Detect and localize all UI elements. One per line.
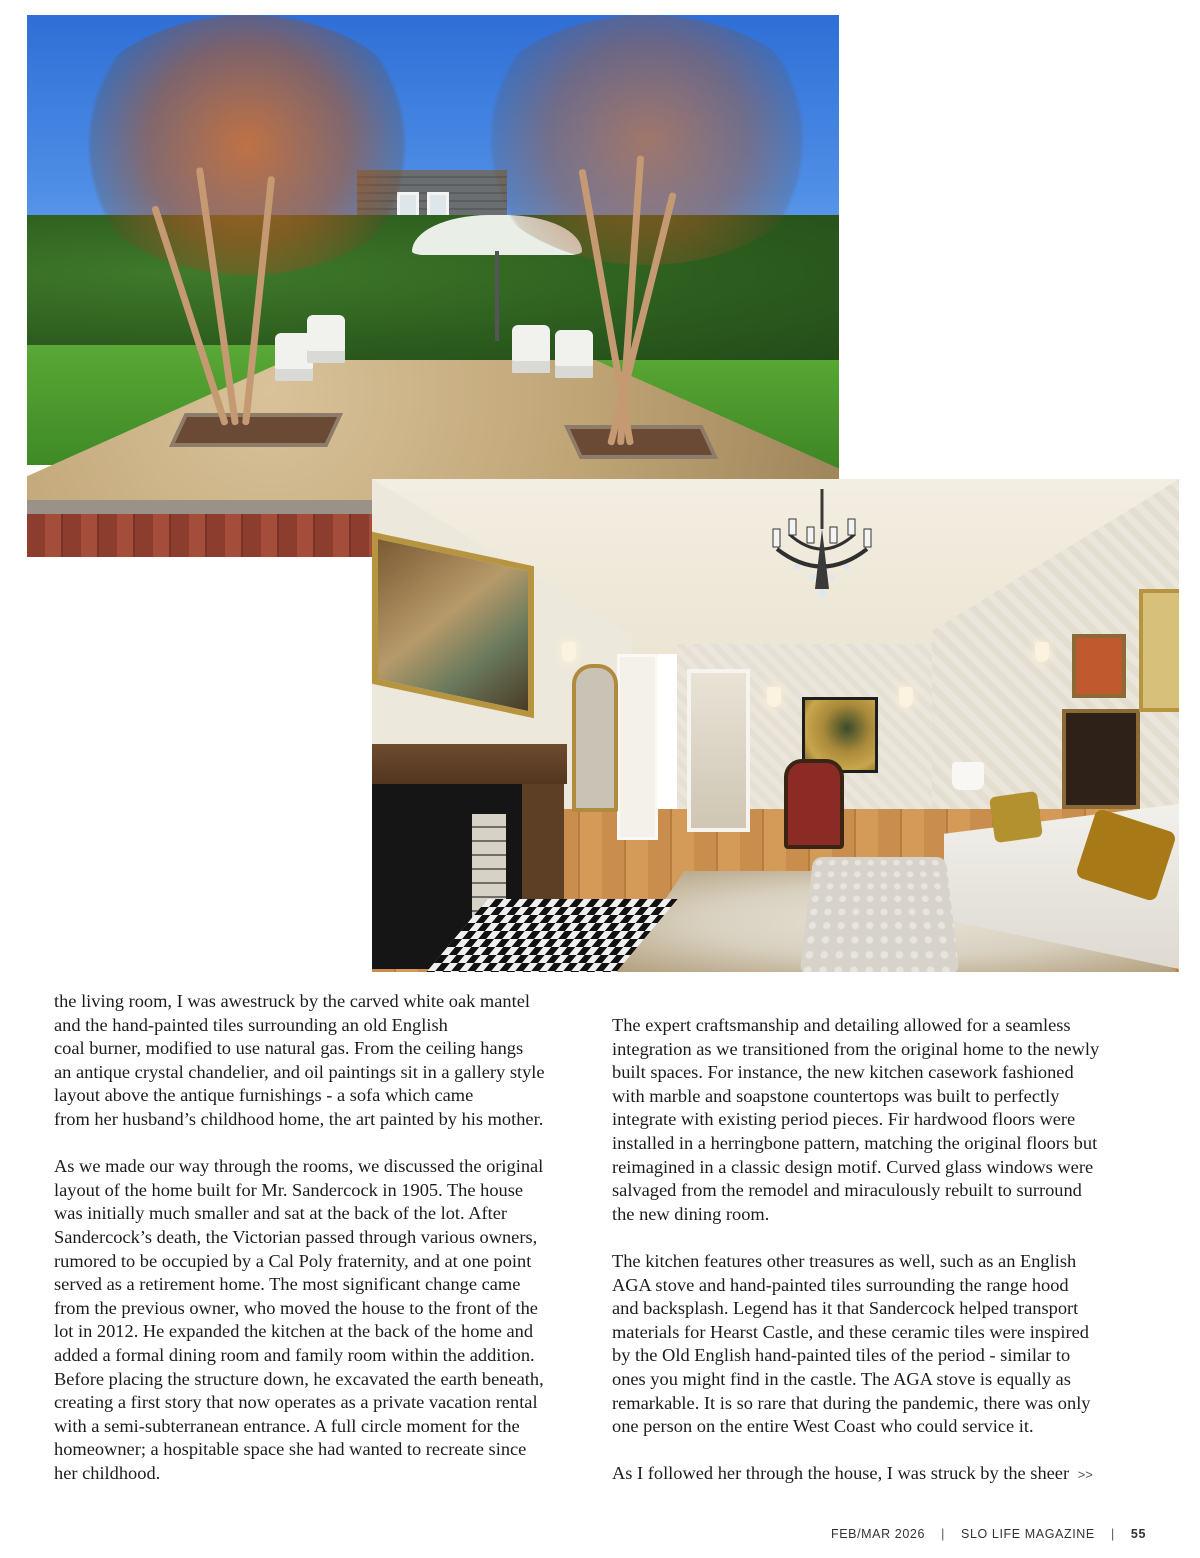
text-line: lot in 2012. He expanded the kitchen at the back of the home and: [54, 1321, 534, 1342]
text-line: was initially much smaller and sat at the back of the lot. After: [54, 1203, 507, 1224]
text-line: integrate with existing period pieces. Fir hardwood floors were: [612, 1109, 1076, 1130]
tree-bed-right: [564, 425, 718, 459]
paragraph: [612, 1014, 1099, 1226]
text-line: and backsplash. Legend has it that Sandercock helped transport: [612, 1298, 1079, 1319]
text-line: remarkable. It is so rare that during the pandemic, there was only: [612, 1392, 1091, 1413]
crystal-chandelier: [767, 489, 877, 599]
text-line: added a formal dining room and family room within the addition.: [54, 1344, 535, 1365]
text-line: creating a first story that now operates as a private vacation rental: [54, 1392, 538, 1413]
living-room-photo: [372, 479, 1179, 972]
text-line: built spaces. For instance, the new kitchen casework fashioned: [612, 1062, 1074, 1083]
table-lamp: [952, 762, 984, 790]
red-armchair: [784, 759, 844, 849]
wall-sconce: [899, 687, 913, 707]
text-line: rumored to be occupied by a Cal Poly fraternity, and at one point: [54, 1250, 532, 1271]
text-line: the new dining room.: [612, 1203, 770, 1224]
text-line: As we made our way through the rooms, we discussed the original: [54, 1156, 544, 1177]
text-line-content: As I followed her through the house, I was struck by the sheer: [612, 1463, 1070, 1484]
article-column-left: [54, 990, 545, 1509]
garden-photo: [27, 15, 839, 557]
portrait-painting: [1062, 709, 1140, 809]
text-line: installed in a herringbone pattern, matching the original floors but: [612, 1132, 1098, 1153]
text-line: homeowner; a hospitable space she had wanted to recreate since: [54, 1439, 527, 1460]
text-line: The kitchen features other treasures as well, such as an English: [612, 1250, 1077, 1271]
text-line: integration as we transitioned from the original home to the newly: [612, 1038, 1100, 1059]
text-line: salvaged from the remodel and miraculously rebuilt to surround: [612, 1180, 1082, 1201]
text-line: layout of the home built for Mr. Sandercock in 1905. The house: [54, 1179, 524, 1200]
wall-sconce: [562, 642, 576, 662]
text-line: one person on the entire West Coast who could service it.: [612, 1416, 1034, 1437]
tufted-ottoman: [799, 857, 959, 972]
page-number: 55: [1130, 1527, 1146, 1541]
continued-marker: >>: [1077, 1467, 1093, 1483]
paragraph: [612, 1250, 1099, 1439]
text-line: from the previous owner, who moved the house to the front of the: [54, 1297, 538, 1318]
text-line: materials for Hearst Castle, and these ceramic tiles were inspired: [612, 1321, 1089, 1342]
wall-sconce: [1035, 642, 1049, 662]
wall-sconce: [767, 687, 781, 707]
paragraph: [612, 1462, 1099, 1487]
framed-art: [1139, 589, 1179, 712]
text-line: an antique crystal chandelier, and oil paintings sit in a gallery style: [54, 1061, 545, 1082]
text-line: coal burner, modified to use natural gas. From the ceiling hangs: [54, 1038, 524, 1059]
article-column-right: [612, 1014, 1099, 1510]
page-footer: [831, 1527, 1146, 1541]
text-line: from her husband’s childhood home, the art painted by his mother.: [54, 1108, 544, 1129]
text-line: and the hand-painted tiles surrounding an old English: [54, 1014, 448, 1035]
text-line: Sandercock’s death, the Victorian passed through various owners,: [54, 1226, 538, 1247]
text-line: Before placing the structure down, he excavated the earth beneath,: [54, 1368, 544, 1389]
paragraph: [54, 1155, 545, 1485]
gilt-mirror: [572, 664, 618, 812]
magazine-name: SLO LIFE MAGAZINE: [961, 1527, 1095, 1541]
umbrella-pole: [495, 251, 499, 341]
text-line: by the Old English hand-painted tiles of the period - similar to: [612, 1345, 1071, 1366]
footer-separator: |: [1110, 1527, 1115, 1541]
hall-door: [617, 654, 658, 840]
paragraph: [54, 990, 545, 1132]
wicker-chair: [555, 330, 593, 378]
text-line: with marble and soapstone countertops was built to perfectly: [612, 1085, 1060, 1106]
text-line: her childhood.: [54, 1462, 161, 1483]
text-line: The expert craftsmanship and detailing allowed for a seamless: [612, 1015, 1071, 1035]
wicker-chair: [512, 325, 550, 373]
text-line: the living room, I was awestruck by the carved white oak mantel: [54, 991, 530, 1011]
oak-mantel: [372, 744, 567, 784]
wicker-chair: [307, 315, 345, 363]
footer-separator: |: [941, 1527, 945, 1541]
text-line: ones you might find in the castle. The AGA stove is equally as: [612, 1368, 1071, 1389]
text-line: [612, 1462, 1099, 1487]
gold-pillow: [989, 791, 1043, 843]
text-line: with a semi-subterranean entrance. A full circle moment for the: [54, 1415, 520, 1436]
tree-bed-left: [169, 413, 343, 447]
text-line: layout above the antique furnishings - a sofa which came: [54, 1085, 474, 1106]
portrait-painting: [1072, 634, 1126, 698]
text-line: served as a retirement home. The most significant change came: [54, 1274, 521, 1295]
doorway: [687, 669, 750, 832]
issue-date: FEB/MAR 2026: [830, 1527, 926, 1541]
mantel-pilaster: [522, 784, 564, 914]
text-line: AGA stove and hand-painted tiles surrounding the range hood: [612, 1274, 1069, 1295]
text-line: reimagined in a classic design motif. Curved glass windows were: [612, 1156, 1094, 1177]
